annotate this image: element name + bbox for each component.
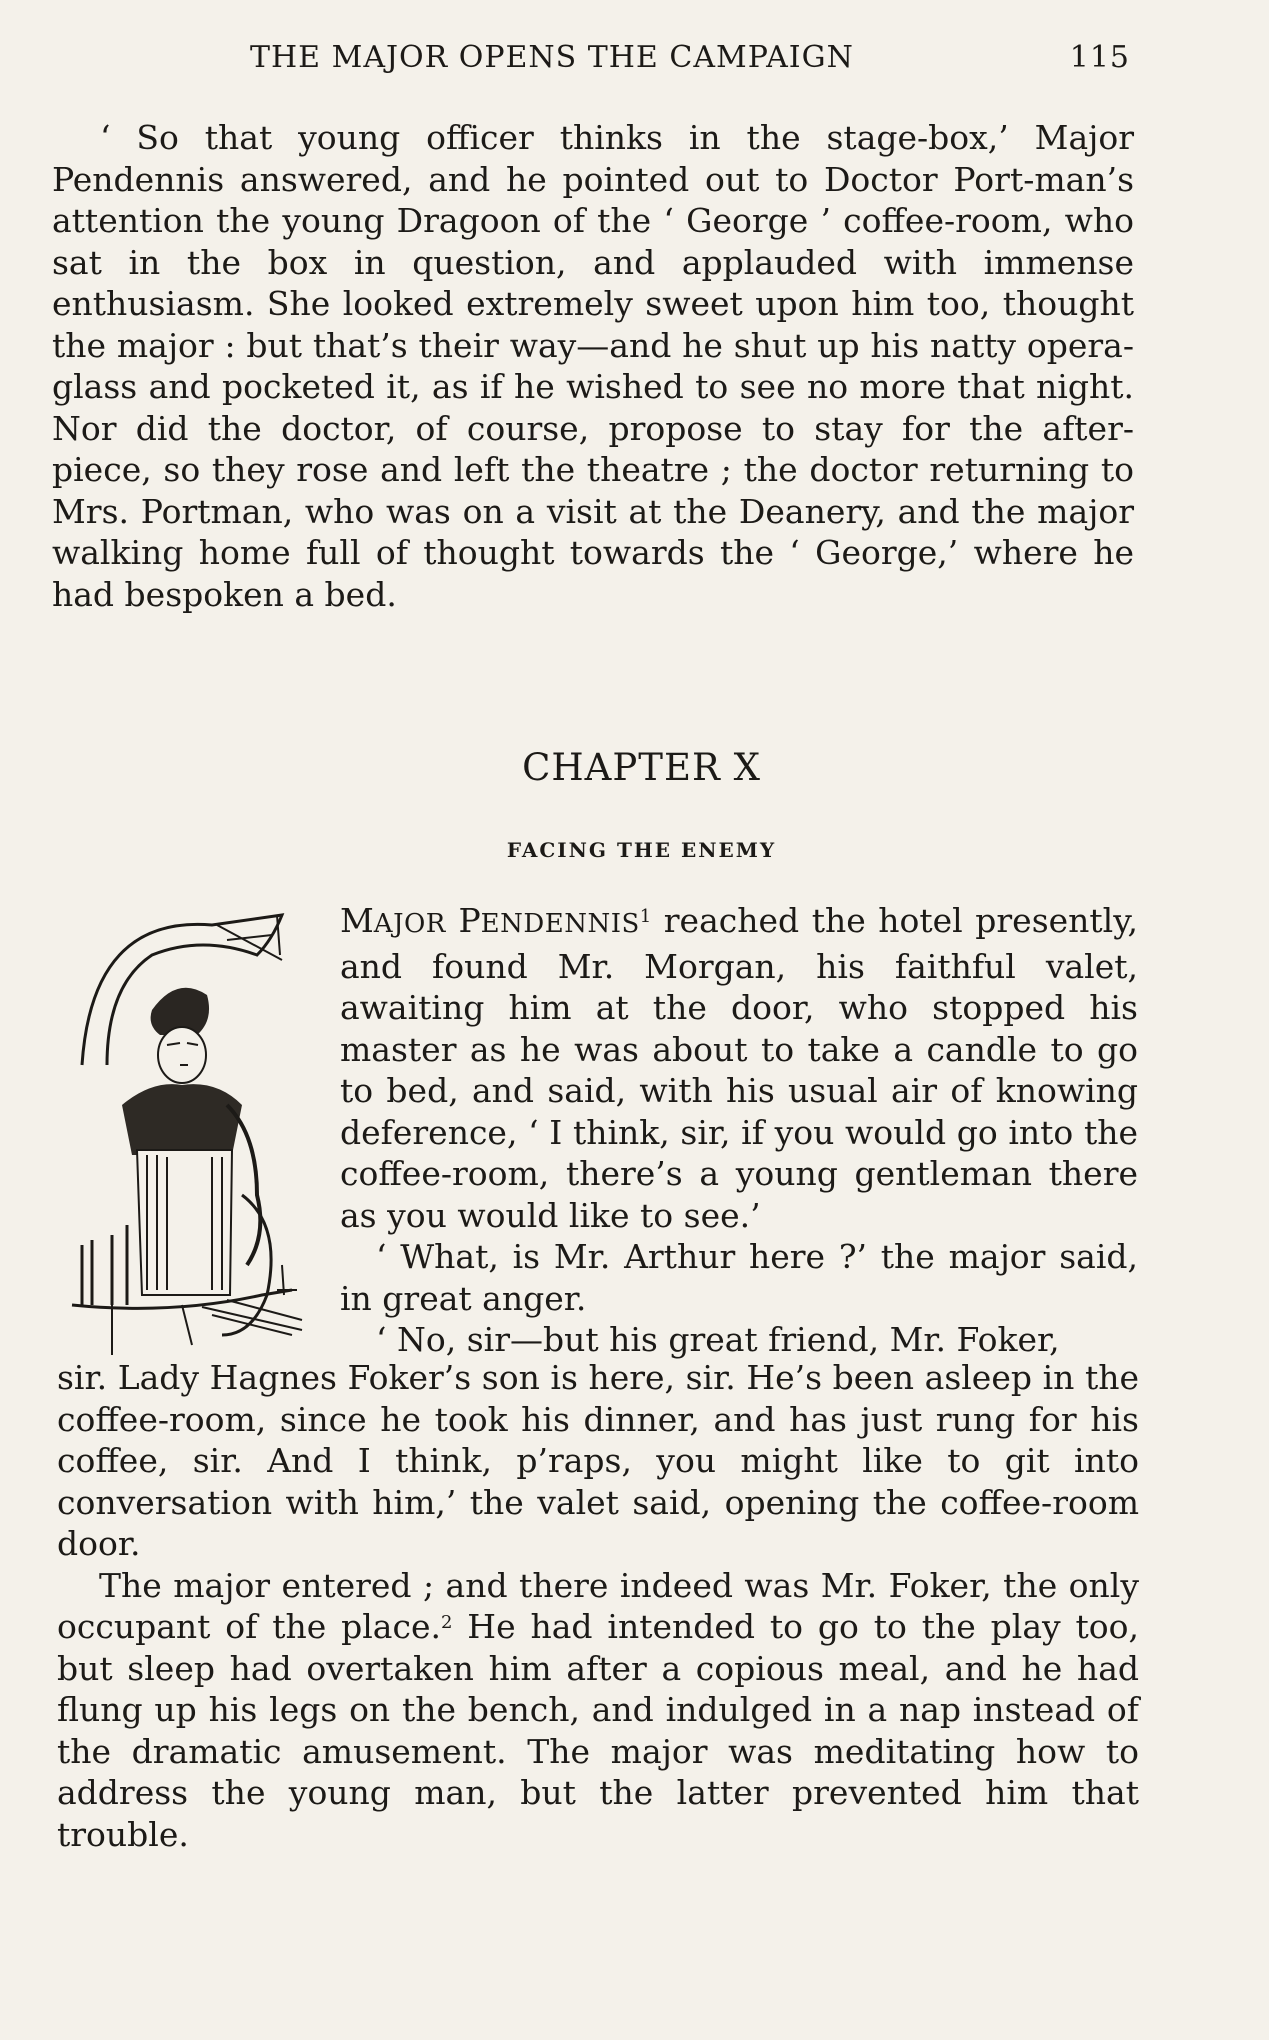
paragraph-4-start: ‘ No, sir—but his great friend, Mr. Foker, xyxy=(376,1320,1060,1359)
footnote-ref-1: 1 xyxy=(639,906,652,927)
chapter-opening-text xyxy=(340,900,1138,1361)
illustrated-initial-m-figure xyxy=(52,895,322,1365)
paragraph-opening xyxy=(52,117,1134,615)
page-number: 115 xyxy=(1069,40,1130,75)
running-head-title: THE MAJOR OPENS THE CAMPAIGN xyxy=(250,40,854,75)
chapter-title: CHAPTER X xyxy=(522,746,761,789)
paragraph-4-rest: sir. Lady Hagnes Foker’s son is here, sir. He’s been asleep in the coffee-room, since he took his dinner, and has just rung for his coffee, sir. And I think, p’raps, you might like to git into conversation with him,’ the valet said, opening the coffee-room door. xyxy=(57,1358,1139,1563)
text-continued xyxy=(57,1357,1139,1855)
initial-illustration-svg xyxy=(52,895,322,1365)
paragraph-1: ‘ So that young officer thinks in the stage-box,’ Major Pendennis answered, and he pointed out to Doctor Port-man’s attention the young Dragoon of the ‘ George ’ coffee-room, who sat in the box in question, and applauded with immense enthusiasm. She looked extremely sweet upon him too, thought the major : but that’s their way—and he shut up his natty opera-glass and pocketed it, as if he wished to see no more that night. Nor did the doctor, of course, propose to stay for the after-piece, so they rose and left the theatre ; the doctor returning to Mrs. Portman, who was on a visit at the Deanery, and the major walking home full of thought towards the ‘ George,’ where he had bespoken a bed. xyxy=(52,118,1134,614)
figure-shoulders xyxy=(122,1084,242,1155)
paragraph-2: MAJOR PENDENNIS$^1$ reached the hotel presently, and found Mr. Morgan, his faithful valet, awaiting him at the door, who stopped his master as he was about to take a candle to go to bed, and said, with his usual air of knowing deference, ‘ I think, sir, if you would go into the coffee-room, there’s a young gentleman there as you would like to see.’ xyxy=(340,901,1138,1235)
chapter-subtitle: FACING THE ENEMY xyxy=(506,838,777,862)
footnote-ref-2: 2 xyxy=(440,1612,453,1633)
paragraph-3: ‘ What, is Mr. Arthur here ?’ the major said, in great anger. xyxy=(340,1237,1138,1318)
paragraph-5: The major entered ; and there indeed was Mr. Foker, the only occupant of the place.$^2$ He had intended to go to the play too, but sleep had overtaken him after a copious meal, and he had flung up his legs on the bench, and indulged in a nap instead of the dramatic amusement. The major was meditating how to address the young man, but the latter prevented him that trouble. xyxy=(57,1565,1139,1854)
